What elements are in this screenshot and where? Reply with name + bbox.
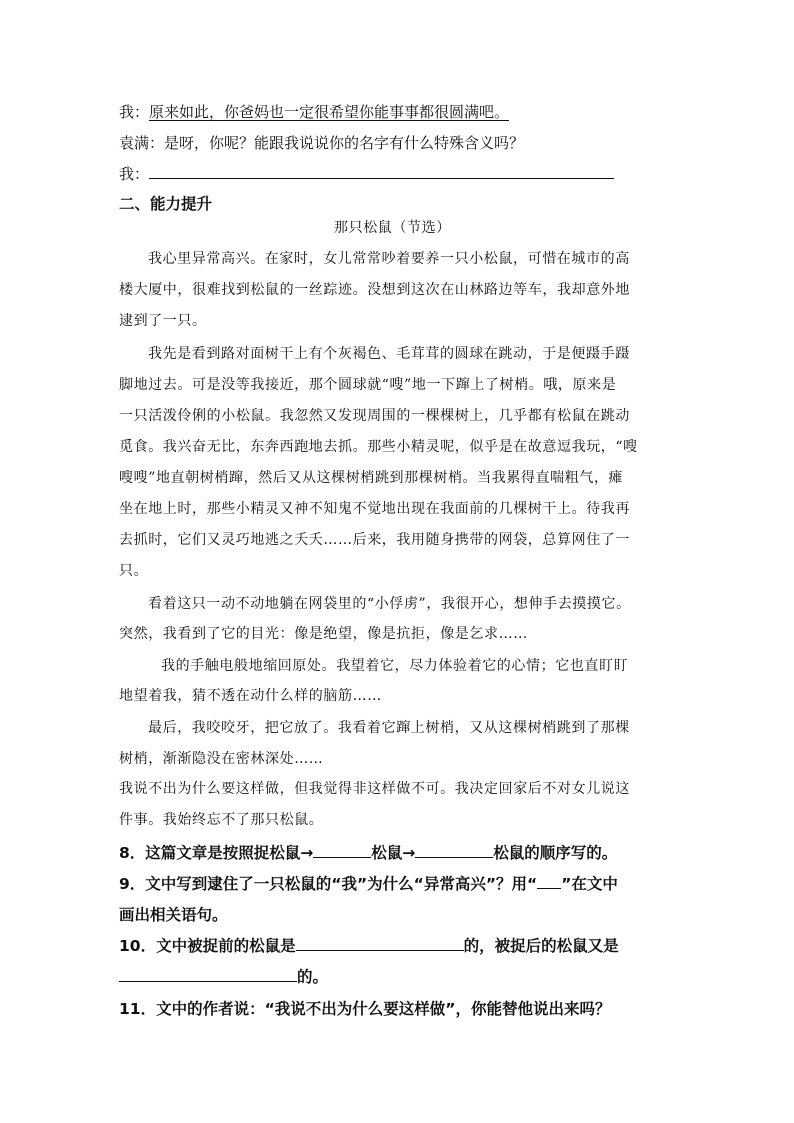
question-10 xyxy=(119,934,619,956)
passage-line: 逮到了一只。 xyxy=(119,313,207,329)
passage-line: 去抓时，它们又灵巧地逃之夭夭……后来，我用随身携带的网袋，总算网住了一 xyxy=(119,532,630,548)
dialogue-line-1 xyxy=(119,101,509,122)
speaker-me: 我： xyxy=(119,103,150,121)
passage-title: 那只松鼠（节选） xyxy=(334,220,451,236)
question-10-text: 的，被捉后的松鼠又是 xyxy=(463,937,619,955)
answer-blank[interactable] xyxy=(149,164,614,179)
answer-blank[interactable] xyxy=(119,967,297,982)
passage-line: 我心里异常高兴。在家时，女儿常常吵着要养一只小松鼠，可惜在城市的高 xyxy=(148,251,630,267)
question-8 xyxy=(119,841,617,863)
passage-line: 我先是看到路对面树干上有个灰褐色、毛茸茸的圆球在跳动，于是便蹑手蹑 xyxy=(148,346,630,362)
section-title: 二、能力提升 xyxy=(119,195,213,213)
passage-line: 最后，我咬咬牙，把它放了。我看着它蹿上树梢，又从这棵树梢跳到了那棵 xyxy=(148,720,630,736)
question-8-text: 松鼠→ xyxy=(371,844,416,862)
passage-line: 我说不出为什么要这样做，但我觉得非这样做不可。我决定回家后不对女儿说这 xyxy=(119,781,630,797)
question-9 xyxy=(119,872,618,894)
question-10-text: 10．文中被捉前的松鼠是 xyxy=(119,937,296,955)
passage-line: 一只活泼伶俐的小松鼠。我忽然又发现周围的一棵棵树上，几乎都有松鼠在跳动 xyxy=(119,408,630,424)
passage-line: 件事。我始终忘不了那只松鼠。 xyxy=(119,812,324,828)
answer-blank[interactable] xyxy=(296,936,464,951)
passage-line: 只。 xyxy=(119,563,149,579)
answer-blank[interactable] xyxy=(537,874,561,889)
question-8-text: 8．这篇文章是按照捉松鼠→ xyxy=(119,844,314,862)
question-9-text: 9．文中写到逮住了一只松鼠的“我”为什么“异常高兴”？用“ xyxy=(119,875,538,893)
dialogue-line-2: 袁满：是呀，你呢？能跟我说说你的名字有什么特殊含义吗？ xyxy=(119,134,525,152)
passage-line: 坐在地上时，那些小精灵又神不知鬼不觉地出现在我面前的几棵树干上。待我再 xyxy=(119,501,630,517)
passage-line: 看着这只一动不动地躺在网袋里的“小俘虏”，我很开心，想伸手去摸摸它。 xyxy=(148,596,631,612)
question-10-continued xyxy=(119,965,328,987)
passage-line: 我的手触电般地缩回原处。我望着它，尽力体验着它的心情；它也直盯盯 xyxy=(161,658,629,674)
passage-line: 楼大厦中，很难找到松鼠的一丝踪迹。没想到这次在山林路边等车，我却意外地 xyxy=(119,282,630,298)
dialogue-answer-text: 原来如此，你爸妈也一定很希望你能事事都很圆满吧。 xyxy=(149,103,510,121)
passage-line: 地望着我，猜不透在动什么样的脑筋…… xyxy=(119,688,382,704)
passage-line: 脚地过去。可是没等我接近，那个圆球就“嗖”地一下蹿上了树梢。哦，原来是 xyxy=(119,377,617,393)
question-8-text: 松鼠的顺序写的。 xyxy=(493,844,618,862)
speaker-me: 我： xyxy=(119,165,150,183)
passage-line: 觅食。我兴奋无比，东奔西跑地去抓。那些小精灵呢，似乎是在故意逗我玩，“嗖 xyxy=(119,439,638,455)
answer-blank[interactable] xyxy=(415,843,493,858)
dialogue-line-3 xyxy=(119,163,614,184)
passage-line: 嗖嗖”地直朝树梢蹿，然后又从这棵树梢跳到那棵树梢。当我累得直喘粗气，瘫 xyxy=(119,470,624,486)
question-9-continued: 画出相关语句。 xyxy=(119,906,228,924)
question-9-text: ”在文中 xyxy=(561,875,618,893)
passage-line: 突然，我看到了它的目光：像是绝望，像是抗拒，像是乞求…… xyxy=(119,626,528,642)
question-11: 11．文中的作者说：“我说不出为什么要这样做”，你能替他说出来吗？ xyxy=(119,1000,611,1018)
question-10-text: 的。 xyxy=(297,968,329,986)
answer-blank[interactable] xyxy=(313,843,371,858)
passage-line: 树梢，渐渐隐没在密林深处…… xyxy=(119,751,324,767)
